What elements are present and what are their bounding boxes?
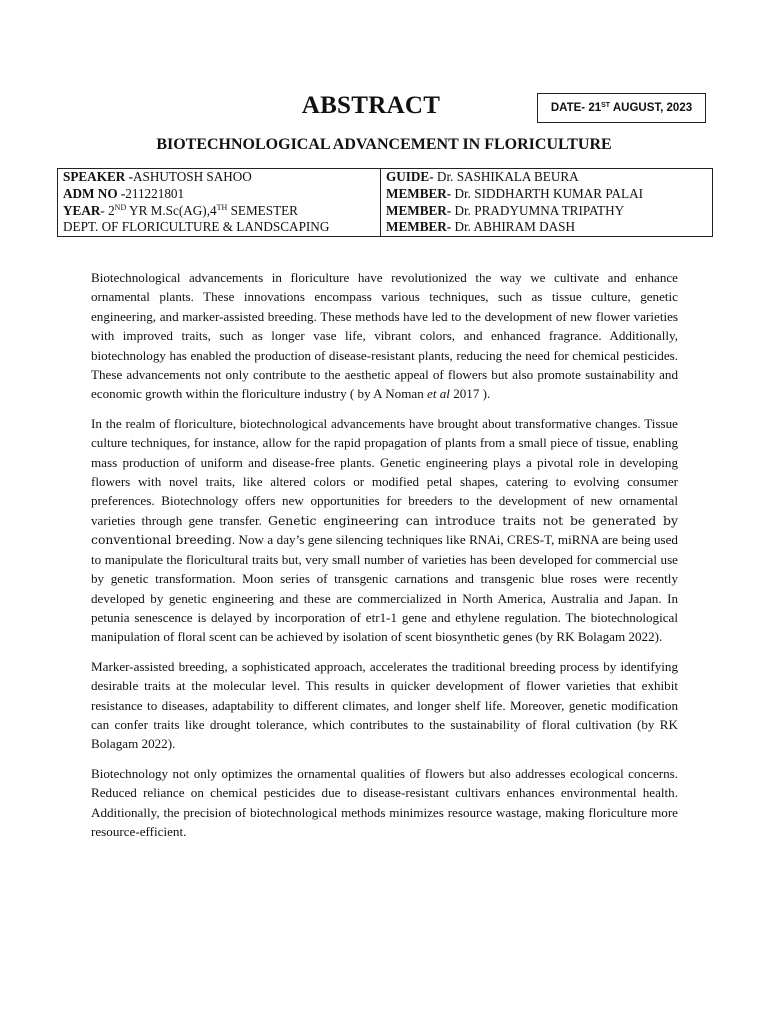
page-title: ABSTRACT — [301, 92, 441, 119]
adm-value: 211221801 — [125, 185, 185, 201]
dept-line: DEPT. OF FLORICULTURE & LANDSCAPING — [63, 219, 330, 235]
abstract-body — [91, 268, 678, 851]
paragraph-2-rest: . Now a day’s gene silencing techniques like RNAi, CRES-T, miRNA are being used to manipulate the floricultural traits but, very small number of varieties has been developed for commercial use by genetic transformation. Moon series of transgenic carnations and transgenic blue roses were recently developed by genetic engineering and these are commercialized in North America, Australia and Japan. In petunia senescence is delayed by incorporation of etr1-1 gene and ethylene regulation. The biotechnological manipulation of floral scent can be achieved by isolation of scent biosynthetic genes (by RK Bolagam 2022). — [91, 532, 678, 645]
guide-value: Dr. SASHIKALA BEURA — [433, 169, 579, 184]
member-value-1: Dr. SIDDHARTH KUMAR PALAI — [451, 185, 643, 201]
year-pre: - 2 — [100, 202, 115, 218]
date-label: DATE- 21 — [550, 102, 602, 114]
info-column-right — [381, 169, 712, 236]
info-table — [57, 168, 713, 237]
guide-line — [386, 169, 712, 186]
paragraph-2-highlight: Genetic engineering can introduce traits not be generated by conventional breeding — [91, 512, 678, 548]
paragraph-2-text: In the realm of floriculture, biotechnological advancements have brought about transformative changes. Tissue culture techniques, for instance, allow for the rapid propagation of plants from a small piece of tissue, enabling mass production of uniform and disease-free plants. Genetic engineering plays a pivotal role in developing flowers with novel traits, like altered colors or modified petal shapes, catering to evolving consumer preferences. Biotechnology offers new opportunities for breeders to the development of new ornamental varieties through gene transfer. — [91, 415, 678, 528]
paragraph-1-end: 2017 ). — [449, 386, 491, 402]
info-column-left — [58, 169, 381, 236]
year-line — [63, 203, 380, 220]
document-subtitle: BIOTECHNOLOGICAL ADVANCEMENT IN FLORICULTURE — [156, 136, 612, 153]
year-mid: YR M.Sc(AG),4 — [126, 202, 217, 218]
date-superscript: ST — [601, 102, 611, 109]
member-label: MEMBER- — [386, 202, 452, 218]
date-box — [537, 93, 706, 123]
adm-line — [63, 186, 380, 203]
speaker-line — [63, 169, 380, 186]
speaker-value: ASHUTOSH SAHOO — [132, 169, 252, 184]
paragraph-2 — [91, 414, 678, 647]
paragraph-4: Biotechnology not only optimizes the ornamental qualities of flowers but also addresses ecological concerns. Reduced reliance on chemical pesticides due to disease-resistant cultivars enhances environmental health. Additionally, the precision of biotechnological methods minimizes resource wastage, making floriculture more resource-efficient. — [91, 765, 678, 839]
speaker-label: SPEAKER - — [63, 169, 133, 184]
adm-label: ADM NO - — [63, 185, 126, 201]
year-post: SEMESTER — [227, 202, 298, 218]
member-label: MEMBER- — [386, 185, 452, 201]
member-line-3 — [386, 219, 712, 236]
member-line-1 — [386, 186, 712, 203]
paragraph-3: Marker-assisted breeding, a sophisticated approach, accelerates the traditional breeding process by identifying desirable traits at the molecular level. This results in quicker development of flower varieties that exhibit resistance to diseases, adaptability to different climates, and longer shelf life. Moreover, genetic modification can confer traits like drought tolerance, which contributes to the sustainability of floral cultivation (by RK Bolagam 2022). — [91, 658, 678, 752]
member-line-2 — [386, 203, 712, 220]
citation-et-al: et al — [427, 386, 450, 402]
year-superscript-th: TH — [216, 202, 228, 212]
member-value-2: Dr. PRADYUMNA TRIPATHY — [451, 202, 625, 218]
year-label: YEAR — [63, 202, 101, 218]
paragraph-1-text: Biotechnological advancements in floriculture have revolutionized the way we cultivate and enhance ornamental plants. These innovations encompass various techniques, such as tissue culture, genetic engineering, and marker-assisted breeding. These methods have led to the development of new flower varieties with improved traits, such as longer vase life, vibrant colors, and enhanced fragrance. Additionally, biotechnology has enabled the production of disease-resistant plants, reducing the need for chemical pesticides. These advancements not only contribute to the aesthetic appeal of flowers but also promote sustainability and economic growth within the floriculture industry ( by A Noman — [91, 270, 678, 402]
guide-label: GUIDE- — [386, 169, 434, 184]
date-rest: AUGUST, 2023 — [610, 102, 693, 114]
paragraph-1 — [91, 268, 678, 404]
year-superscript-nd: ND — [114, 202, 127, 212]
member-label: MEMBER- — [386, 219, 452, 235]
member-value-3: Dr. ABHIRAM DASH — [451, 219, 576, 235]
